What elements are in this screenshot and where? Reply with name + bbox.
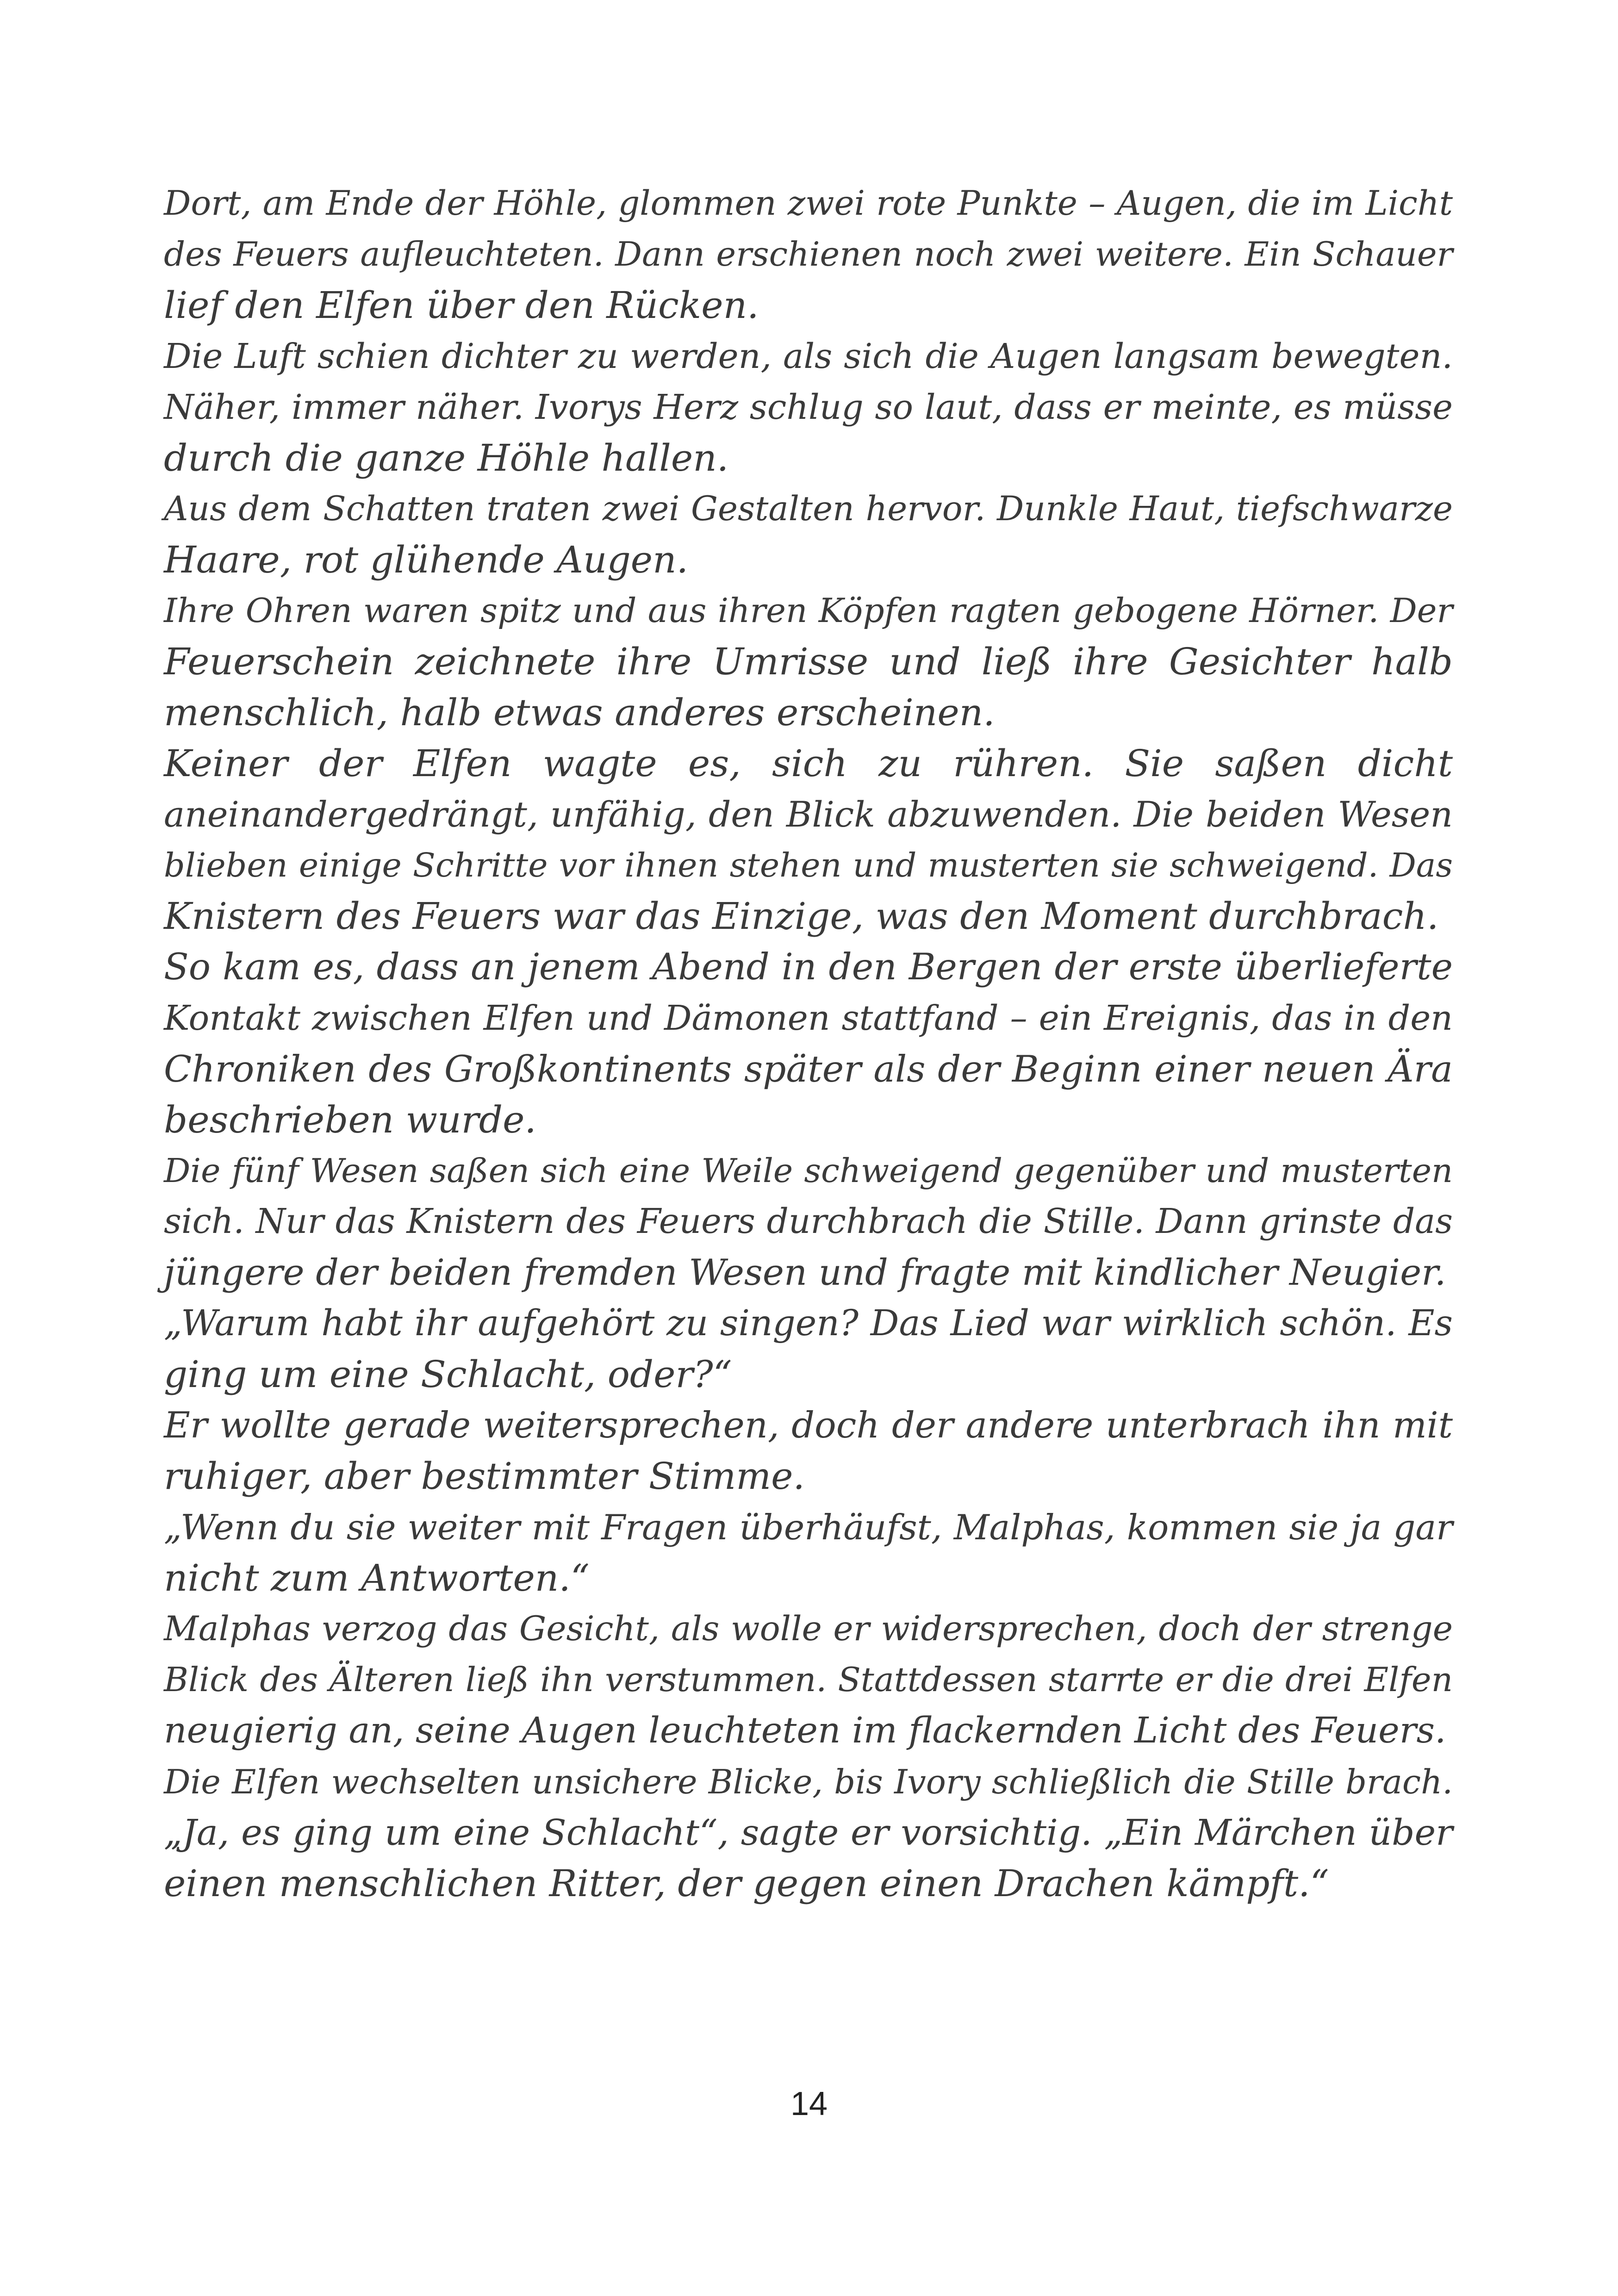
text-line: Blick des Älteren ließ ihn verstummen. Stattdessen starrte er die drei Elfen xyxy=(164,1661,1453,1699)
text-line: „Ja, es ging um eine Schlacht“, sagte er vorsichtig. „Ein Märchen über xyxy=(164,1812,1453,1854)
text-line: Knistern des Feuers war das Einzige, was den Moment durchbrach. xyxy=(164,895,1439,938)
text-line: Näher, immer näher. Ivorys Herz schlug so laut, dass er meinte, es müsse xyxy=(164,387,1453,427)
text-line: Er wollte gerade weitersprechen, doch der andere unterbrach ihn mit xyxy=(164,1405,1453,1446)
text-line: nicht zum Antworten.“ xyxy=(164,1556,590,1599)
text-line: ging um eine Schlacht, oder?“ xyxy=(164,1353,732,1396)
text-line: ruhiger, aber bestimmter Stimme. xyxy=(164,1455,805,1498)
text-line: Keiner der Elfen wagte es, sich zu rühren. Sie saßen dicht xyxy=(164,742,1453,785)
text-line: lief den Elfen über den Rücken. xyxy=(164,284,759,327)
text-line: Haare, rot glühende Augen. xyxy=(164,538,689,581)
text-line: beschrieben wurde. xyxy=(164,1098,536,1141)
text-line: Kontakt zwischen Elfen und Dämonen stattfand – ein Ereignis, das in den xyxy=(164,998,1453,1038)
text-line: des Feuers aufleuchteten. Dann erschienen noch zwei weitere. Ein Schauer xyxy=(164,235,1453,274)
text-line: Die fünf Wesen saßen sich eine Weile schweigend gegenüber und musterten xyxy=(164,1151,1453,1190)
text-line: So kam es, dass an jenem Abend in den Bergen der erste überlieferte xyxy=(164,946,1453,988)
text-line: Ihre Ohren waren spitz und aus ihren Köpfen ragten gebogene Hörner. Der xyxy=(164,591,1453,630)
text-line: Chroniken des Großkontinents später als der Beginn einer neuen Ära xyxy=(164,1048,1453,1090)
text-line: blieben einige Schritte vor ihnen stehen und musterten sie schweigend. Das xyxy=(164,846,1453,884)
text-line: „Wenn du sie weiter mit Fragen überhäufst, Malphas, kommen sie ja gar xyxy=(164,1507,1453,1548)
text-line: aneinandergedrängt, unfähig, den Blick abzuwenden. Die beiden Wesen xyxy=(164,794,1453,835)
text-line: jüngere der beiden fremden Wesen und fragte mit kindlicher Neugier. xyxy=(164,1252,1446,1294)
text-line: menschlich, halb etwas anderes erscheinen. xyxy=(164,691,995,734)
text-line: Die Elfen wechselten unsichere Blicke, bis Ivory schließlich die Stille brach. xyxy=(164,1762,1453,1801)
page-number: 14 xyxy=(790,2085,828,2122)
text-line: einen menschlichen Ritter, der gegen einen Drachen kämpft.“ xyxy=(164,1862,1329,1905)
text-line: „Warum habt ihr aufgehört zu singen? Das Lied war wirklich schön. Es xyxy=(164,1303,1453,1344)
text-line: Die Luft schien dichter zu werden, als sich die Augen langsam bewegten. xyxy=(164,336,1453,376)
text-line: Aus dem Schatten traten zwei Gestalten hervor. Dunkle Haut, tiefschwarze xyxy=(164,490,1453,529)
text-line: durch die ganze Höhle hallen. xyxy=(164,436,729,479)
text-line: Dort, am Ende der Höhle, glommen zwei rote Punkte – Augen, die im Licht xyxy=(164,184,1453,223)
text-line: Feuerschein zeichnete ihre Umrisse und ließ ihre Gesichter halb xyxy=(164,640,1453,683)
text-line: Malphas verzog das Gesicht, als wolle er widersprechen, doch der strenge xyxy=(164,1609,1453,1649)
text-line: neugierig an, seine Augen leuchteten im flackernden Licht des Feuers. xyxy=(164,1710,1446,1751)
text-line: sich. Nur das Knistern des Feuers durchbrach die Stille. Dann grinste das xyxy=(164,1202,1453,1241)
body-text xyxy=(164,178,1453,1909)
